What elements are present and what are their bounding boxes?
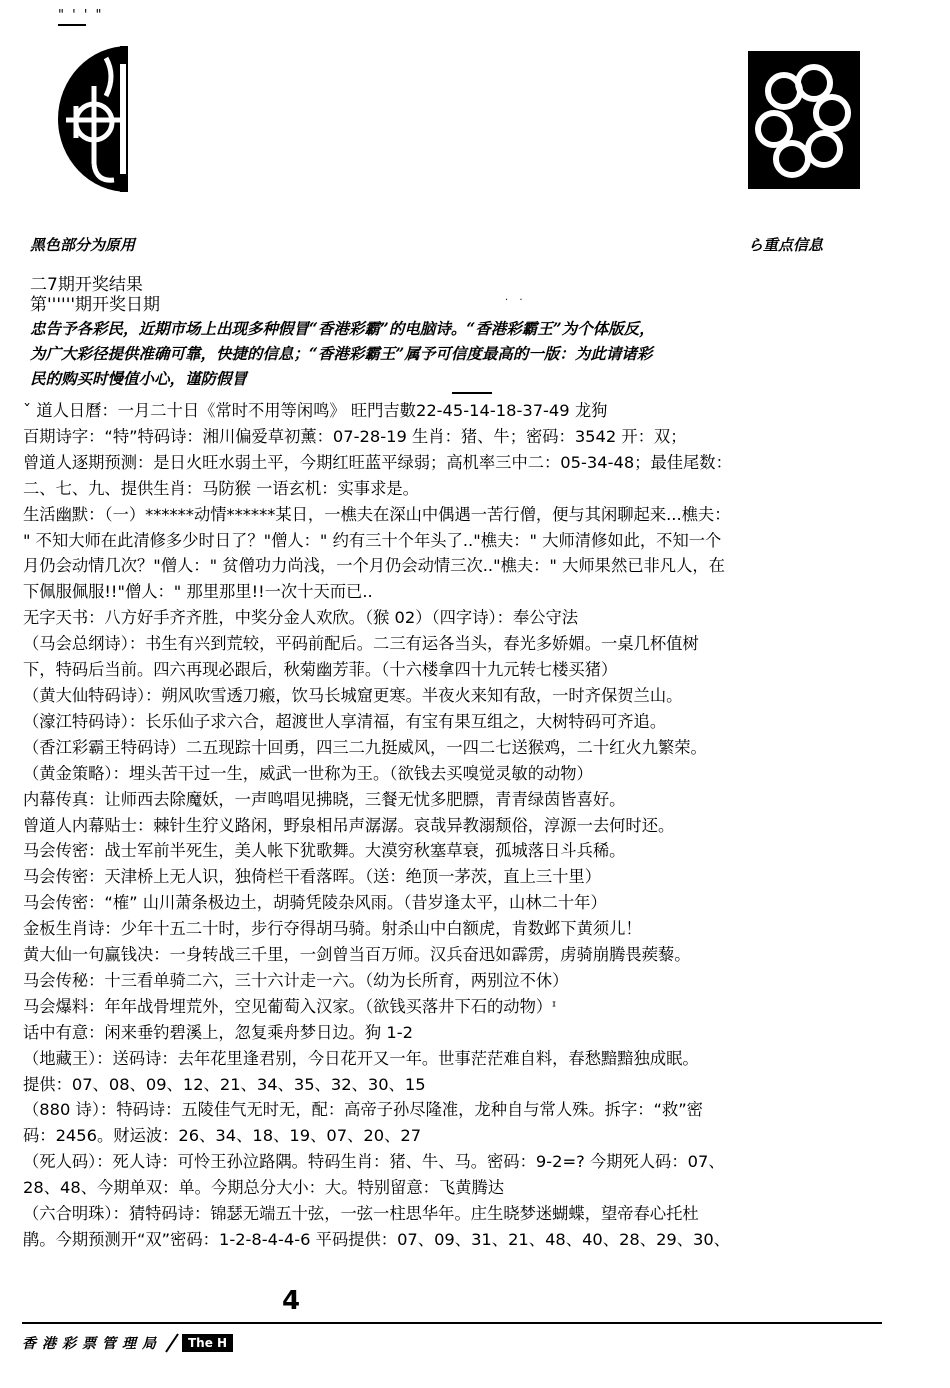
body-line: 生活幽默：（一）******动情******某日，一樵夫在深山中偶遇一苦行僧，便与其闲聊起来...樵夫： bbox=[23, 504, 731, 524]
body-line: " 不知大师在此清修多少时日了？"僧人：" 约有三十个年头了.."樵夫：" 大师清修如此，不知一个 bbox=[23, 530, 722, 550]
page-number: 4 bbox=[282, 1286, 301, 1316]
body-line: （黄金策略）：埋头苦干过一生，威武一世称为王。（欲钱去买嗅觉灵敏的动物） bbox=[23, 763, 593, 783]
footer-title-cn: 香港彩票管理局 bbox=[22, 1336, 162, 1352]
draw-date-heading: 第''''''期开奖日期 bbox=[30, 295, 161, 315]
slash-divider-icon bbox=[162, 1332, 182, 1354]
body-line: 马会传密：“榷” 山川萧条极边土，胡骑凭陵杂风雨。（昔岁逢太平，山林二十年） bbox=[23, 893, 607, 913]
top-rule bbox=[58, 24, 86, 26]
body-line: ˇ 道人日曆：一月二十日《常时不用等闲鸣》 旺門吉數22-45-14-18-37-49 龙狗 bbox=[23, 401, 608, 420]
body-line: 马会传秘：十三看单骑二六，三十六计走一六。（幼为长所育，两别泣不休） bbox=[23, 970, 569, 990]
body-line: （880 诗）：特码诗：五陵佳气无时无，配：高帝子孙尽隆准，龙种自与常人殊。拆字：“救”密 bbox=[23, 1100, 703, 1120]
body-line: （濠江特码诗）：长乐仙子求六合，超渡世人享清福，有宝有果互组之，大树特码可齐追。 bbox=[23, 711, 667, 731]
caption-right: ら重点信息 bbox=[748, 236, 824, 254]
body-line: 二、七、九、提供生肖：马防猴 一语玄机：实事求是。 bbox=[23, 478, 419, 498]
body-line: 28、48、今期单双：单。今期总分大小：大。特别留意：飞黄腾达 bbox=[23, 1178, 505, 1198]
body-line: 金板生肖诗：少年十五二十时，步行夺得胡马骑。射杀山中白额虎，肯数邺下黄须儿！ bbox=[23, 919, 642, 939]
notice-line: 民的购买时慢值小心，谨防假冒 bbox=[30, 369, 248, 388]
draw-result-heading: 二7期开奖结果 bbox=[30, 275, 143, 295]
body-line: （六合明珠）：猜特码诗：锦瑟无端五十弦，一弦一柱思华年。庄生晓梦迷蝴蝶，望帝春心托杜 bbox=[23, 1204, 699, 1224]
top-mark: " ' ' " bbox=[58, 8, 104, 23]
scan-dots: . . bbox=[505, 292, 527, 303]
body-line: 曾道人内幕贴士：棘针生狞义路闲，野泉相吊声潺潺。哀哉异教溺颓俗，淳源一去何时还。 bbox=[23, 815, 675, 835]
notice-rule bbox=[452, 392, 492, 394]
body-line: 马会传密：战士军前半死生，美人帐下犹歌舞。大漠穷秋塞草衰，孤城落日斗兵稀。 bbox=[23, 841, 626, 861]
body-line: （黄大仙特码诗）：朔风吹雪透刀瘢，饮马长城窟更寒。半夜火来知有敌，一时齐保贺兰山。 bbox=[23, 685, 683, 705]
body-line: 提供：07、08、09、12、21、34、35、32、30、15 bbox=[23, 1074, 426, 1094]
body-line: 下佩服佩服!!"僧人：" 那里那里!!一次十天而已.. bbox=[23, 582, 373, 602]
six-rings-icon bbox=[748, 51, 860, 189]
body-line: 话中有意：闲来垂钓碧溪上，忽复乘舟梦日边。狗 1-2 bbox=[23, 1022, 413, 1042]
body-line: 下，特码后当前。四六再现必跟后，秋菊幽芳菲。（十六楼拿四十九元转七楼买猪） bbox=[23, 660, 618, 680]
footer-rule bbox=[22, 1322, 882, 1324]
caption-left: 黑色部分为原用 bbox=[30, 236, 136, 254]
body-line: 无字天书：八方好手齐齐胜，中奖分金人欢欣。（猴 02）（四字诗）：奉公守法 bbox=[23, 608, 579, 628]
body-line: 内幕传真：让师西去除魔妖，一声鸣唱见拂晓，三餐无忧多肥膘，青青绿茵皆喜好。 bbox=[23, 789, 626, 809]
body-line: 百期诗字：“特”特码诗：湘川偏爱草初薰：07-28-19 生肖：猪、牛；密码：3542 开：双； bbox=[23, 426, 687, 446]
body-line: 曾道人逐期预测：是日火旺水弱土平，今期红旺蓝平绿弱；高机率三中二：05-34-48；最佳尾数： bbox=[23, 452, 732, 472]
body-line: （死人码）：死人诗：可怜王孙泣路隅。特码生肖：猪、牛、马。密码：9-2=? 今期死人码：07、 bbox=[23, 1152, 725, 1172]
body-line: 马会传密：天津桥上无人识，独倚栏干看落晖。（送：绝顶一茅茨，直上三十里） bbox=[23, 867, 601, 887]
body-line: 码：2456。财运波：26、34、18、19、07、20、27 bbox=[23, 1126, 422, 1146]
body-line: （香江彩霸王特码诗）二五现踪十回勇，四三二九挺威风，一四二七送猴鸡，二十红火九繁荣。 bbox=[23, 737, 707, 757]
body-line: 鹃。今期预测开“双”密码：1-2-8-4-4-6 平码提供：07、09、31、21、48、40、28、29、30、 bbox=[23, 1230, 731, 1249]
hk-lottery-seal-icon bbox=[44, 46, 128, 192]
notice-line: 为广大彩径提供准确可靠，快捷的信息；“香港彩霸王”属予可信度最高的一版：为此请诸彩 bbox=[30, 344, 653, 363]
footer-banner bbox=[22, 1332, 233, 1354]
body-line: （马会总纲诗）：书生有兴到荒较，平码前配后。二三有运各当头，春光多娇媚。一桌几杯值树 bbox=[23, 634, 699, 654]
body-line: 马会爆料：年年战骨埋荒外，空见葡萄入汉家。（欲钱买落井下石的动物）ᶦ bbox=[23, 996, 557, 1016]
counterfeit-notice bbox=[30, 316, 920, 391]
notice-line: 忠告予各彩民，近期市场上出现多种假冒“香港彩霸”的电脑诗。“香港彩霸王”为个体版反， bbox=[30, 319, 655, 338]
body-line: （地藏王）：送码诗：去年花里逢君别，今日花开又一年。世事茫茫难自料，春愁黯黯独成眠。 bbox=[23, 1048, 699, 1068]
footer-title-en: The H bbox=[182, 1334, 233, 1352]
body-line: 黄大仙一句赢钱决：一身转战三千里，一剑曾当百万师。汉兵奋迅如霹雳，虏骑崩腾畏蒺藜。 bbox=[23, 945, 691, 965]
body-line: 月仍会动情几次？"僧人：" 贫僧功力尚浅，一个月仍会动情三次.."樵夫：" 大师果然已非凡人，在 bbox=[23, 556, 725, 576]
prediction-body bbox=[23, 398, 903, 1253]
